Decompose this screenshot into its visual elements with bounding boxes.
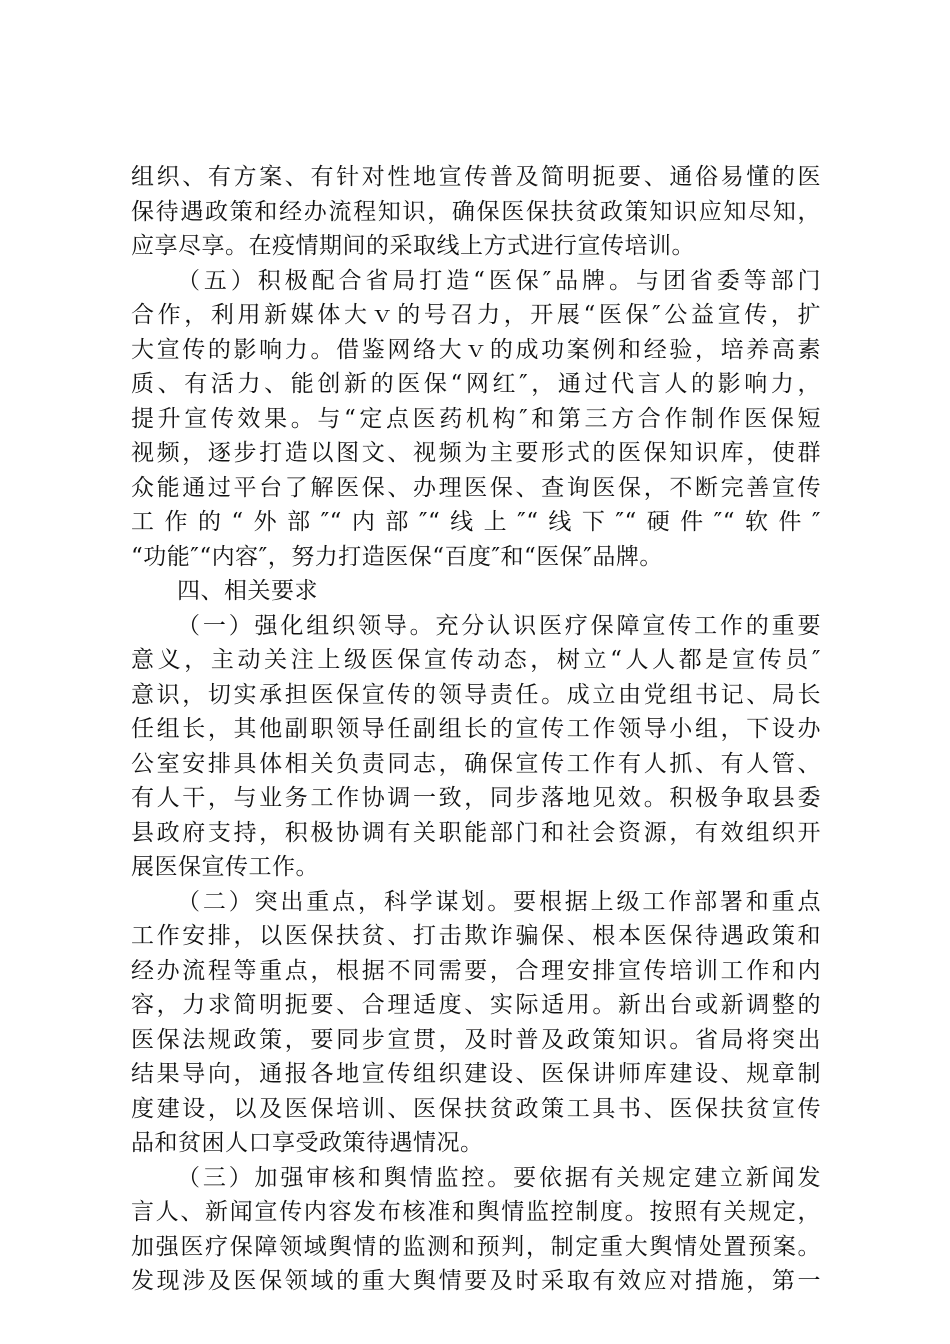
text-line: 四、相关要求 bbox=[177, 578, 318, 604]
document-page bbox=[131, 160, 821, 1299]
text-line: 组织、有方案、有针对性地宣传普及简明扼要、通俗易懂的医 bbox=[131, 164, 821, 190]
text-line: 发现涉及医保领域的重大舆情要及时采取有效应对措施，第一 bbox=[131, 1268, 821, 1294]
text-line: 经办流程等重点，根据不同需要，合理安排宣传培训工作和内 bbox=[131, 957, 821, 984]
text-line: 医保法规政策，要同步宣贯，及时普及政策知识。省局将突出 bbox=[131, 1026, 821, 1053]
text-line: 应享尽享。在疫情期间的采取线上方式进行宣传培训。 bbox=[131, 233, 695, 259]
text-line: 品和贫困人口享受政策待遇情况。 bbox=[131, 1130, 484, 1156]
text-line: 任组长，其他副职领导任副组长的宣传工作领导小组，下设办 bbox=[131, 716, 821, 742]
text-line: 有人干，与业务工作协调一致，同步落地见效。积极争取县委 bbox=[131, 785, 821, 811]
text-line: 工作安排，以医保扶贫、打击欺诈骗保、根本医保待遇政策和 bbox=[131, 923, 821, 949]
text-line: 质、有活力、能创新的医保“网红″，通过代言人的影响力， bbox=[131, 371, 821, 397]
text-line: （一）强化组织领导。充分认识医疗保障宣传工作的重要 bbox=[177, 612, 821, 639]
text-line: 展医保宣传工作。 bbox=[131, 854, 319, 880]
text-line: 大宣传的影响力。借鉴网络大ｖ的成功案例和经验，培养高素 bbox=[131, 336, 821, 363]
text-line: 言人、新闻宣传内容发布核准和舆情监控制度。按照有关规定， bbox=[131, 1199, 821, 1225]
text-line: 加强医疗保障领域舆情的监测和预判，制定重大舆情处置预案。 bbox=[131, 1233, 821, 1260]
text-line: （二）突出重点，科学谋划。要根据上级工作部署和重点 bbox=[177, 888, 821, 915]
text-line: 众能通过平台了解医保、办理医保、查询医保，不断完善宣传 bbox=[131, 474, 821, 501]
text-line: 工作的“外部″“内部″“线上″“线下″“硬件″“软件″ bbox=[131, 509, 821, 535]
text-line: 结果导向，通报各地宣传组织建设、医保讲师库建设、规章制 bbox=[131, 1061, 821, 1087]
text-line: 保待遇政策和经办流程知识，确保医保扶贫政策知识应知尽知， bbox=[131, 198, 821, 225]
text-line: 提升宣传效果。与“定点医药机构″和第三方合作制作医保短 bbox=[131, 405, 821, 432]
text-line: （五）积极配合省局打造“医保″品牌。与团省委等部门 bbox=[177, 267, 821, 294]
text-line: 视频，逐步打造以图文、视频为主要形式的医保知识库，使群 bbox=[131, 440, 821, 466]
text-line: 县政府支持，积极协调有关职能部门和社会资源，有效组织开 bbox=[131, 819, 821, 846]
text-line: （三）加强审核和舆情监控。要依据有关规定建立新闻发 bbox=[177, 1164, 821, 1191]
text-line: 公室安排具体相关负责同志，确保宣传工作有人抓、有人管、 bbox=[131, 750, 821, 777]
text-line: 意识，切实承担医保宣传的领导责任。成立由党组书记、局长 bbox=[131, 681, 821, 708]
text-line: 合作，利用新媒体大ｖ的号召力，开展“医保″公益宣传，扩 bbox=[131, 302, 821, 328]
text-line: 意义，主动关注上级医保宣传动态，树立“人人都是宣传员″ bbox=[131, 647, 821, 673]
text-line: “功能″“内容″，努力打造医保“百度″和“医保″品牌。 bbox=[131, 543, 663, 570]
text-line: 度建设，以及医保培训、医保扶贫政策工具书、医保扶贫宣传 bbox=[131, 1095, 821, 1122]
text-line: 容，力求简明扼要、合理适度、实际适用。新出台或新调整的 bbox=[131, 992, 821, 1018]
